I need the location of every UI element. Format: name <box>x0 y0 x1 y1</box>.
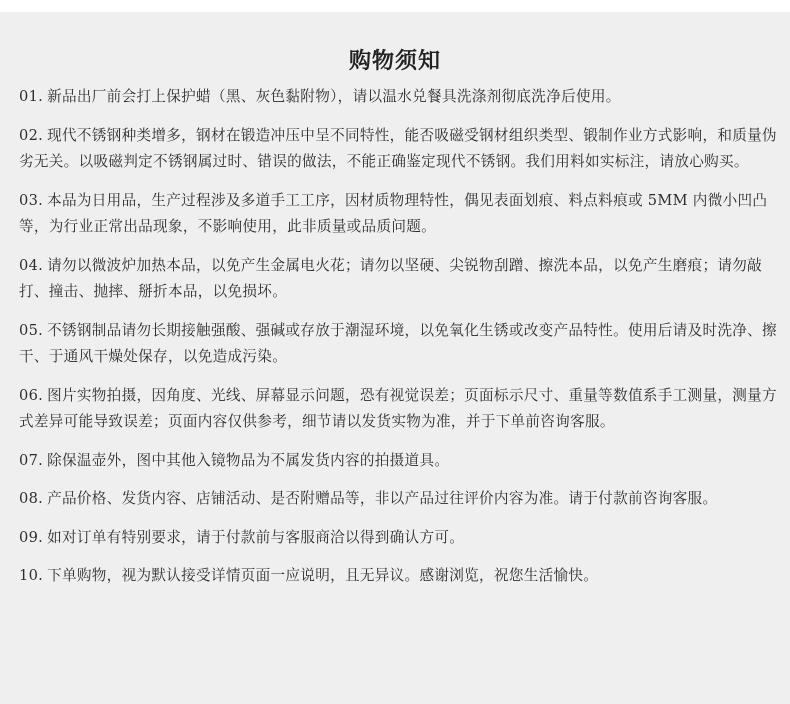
page-title: 购物须知 <box>348 48 441 74</box>
notice-text: 图片实物拍摄，因角度、光线、屏幕显示问题，恐有视觉误差；页面标示尺寸、重量等数值系手工测量，测量方式差异可能导致误差；页面内容仅供参考，细节请以发货实物为准，并于下单前咨询客服。 <box>19 386 777 430</box>
notice-number: 10. <box>19 567 44 584</box>
notice-item <box>19 486 779 513</box>
notice-item <box>19 563 779 590</box>
notice-number: 05. <box>19 321 44 339</box>
notice-text: 除保温壶外，图中其他入镜物品为不属发货内容的拍摄道具。 <box>47 451 450 469</box>
notice-number: 08. <box>19 490 44 507</box>
notice-text: 如对订单有特别要求，请于付款前与客服商洽以得到确认方可。 <box>47 528 465 546</box>
notice-item <box>19 84 779 111</box>
notice-item <box>19 123 779 176</box>
notice-number: 03. <box>19 191 44 209</box>
notice-item <box>19 525 779 552</box>
notice-number: 02. <box>19 126 44 144</box>
notice-number: 09. <box>19 528 44 546</box>
notice-text: 请勿以微波炉加热本品，以免产生金属电火花；请勿以坚硬、尖锐物刮蹭、擦洗本品，以免产生磨痕；请勿敲打、撞击、抛摔、掰折本品，以免损坏。 <box>19 256 763 300</box>
notice-item <box>19 318 779 371</box>
notice-item <box>19 448 779 475</box>
notice-number: 06. <box>19 386 44 404</box>
notice-text: 新品出厂前会打上保护蜡（黑、灰色黏附物），请以温水兑餐具洗涤剂彻底洗净后使用。 <box>47 88 621 105</box>
notice-text: 下单购物，视为默认接受详情页面一应说明，且无异议。感谢浏览，祝您生活愉快。 <box>47 567 599 584</box>
notice-list <box>19 84 779 602</box>
notice-text: 现代不锈钢种类增多，钢材在锻造冲压中呈不同特性，能否吸磁受钢材组织类型、锻制作业方式影响，和质量伪劣无关。以吸磁判定不锈钢属过时、错误的做法，不能正确鉴定现代不锈钢。我们用料如实标注，请放心购买。 <box>19 126 777 170</box>
notice-number: 07. <box>19 451 44 469</box>
top-strip <box>0 0 790 12</box>
notice-number: 04. <box>19 256 44 274</box>
notice-text: 不锈钢制品请勿长期接触强酸、强碱或存放于潮湿环境，以免氧化生锈或改变产品特性。使用后请及时洗净、擦干、于通风干燥处保存，以免造成污染。 <box>19 321 777 365</box>
notice-number: 01. <box>19 88 44 105</box>
notice-item <box>19 188 779 241</box>
notice-text: 本品为日用品，生产过程涉及多道手工工序，因材质物理特性，偶见表面划痕、料点料痕或 5MM 内微小凹凸等，为行业正常出品现象，不影响使用，此非质量或品质问题。 <box>19 191 768 235</box>
notice-item <box>19 383 779 436</box>
notice-item <box>19 253 779 306</box>
notice-text: 产品价格、发货内容、店铺活动、是否附赠品等，非以产品过往评价内容为准。请于付款前咨询客服。 <box>47 490 718 507</box>
